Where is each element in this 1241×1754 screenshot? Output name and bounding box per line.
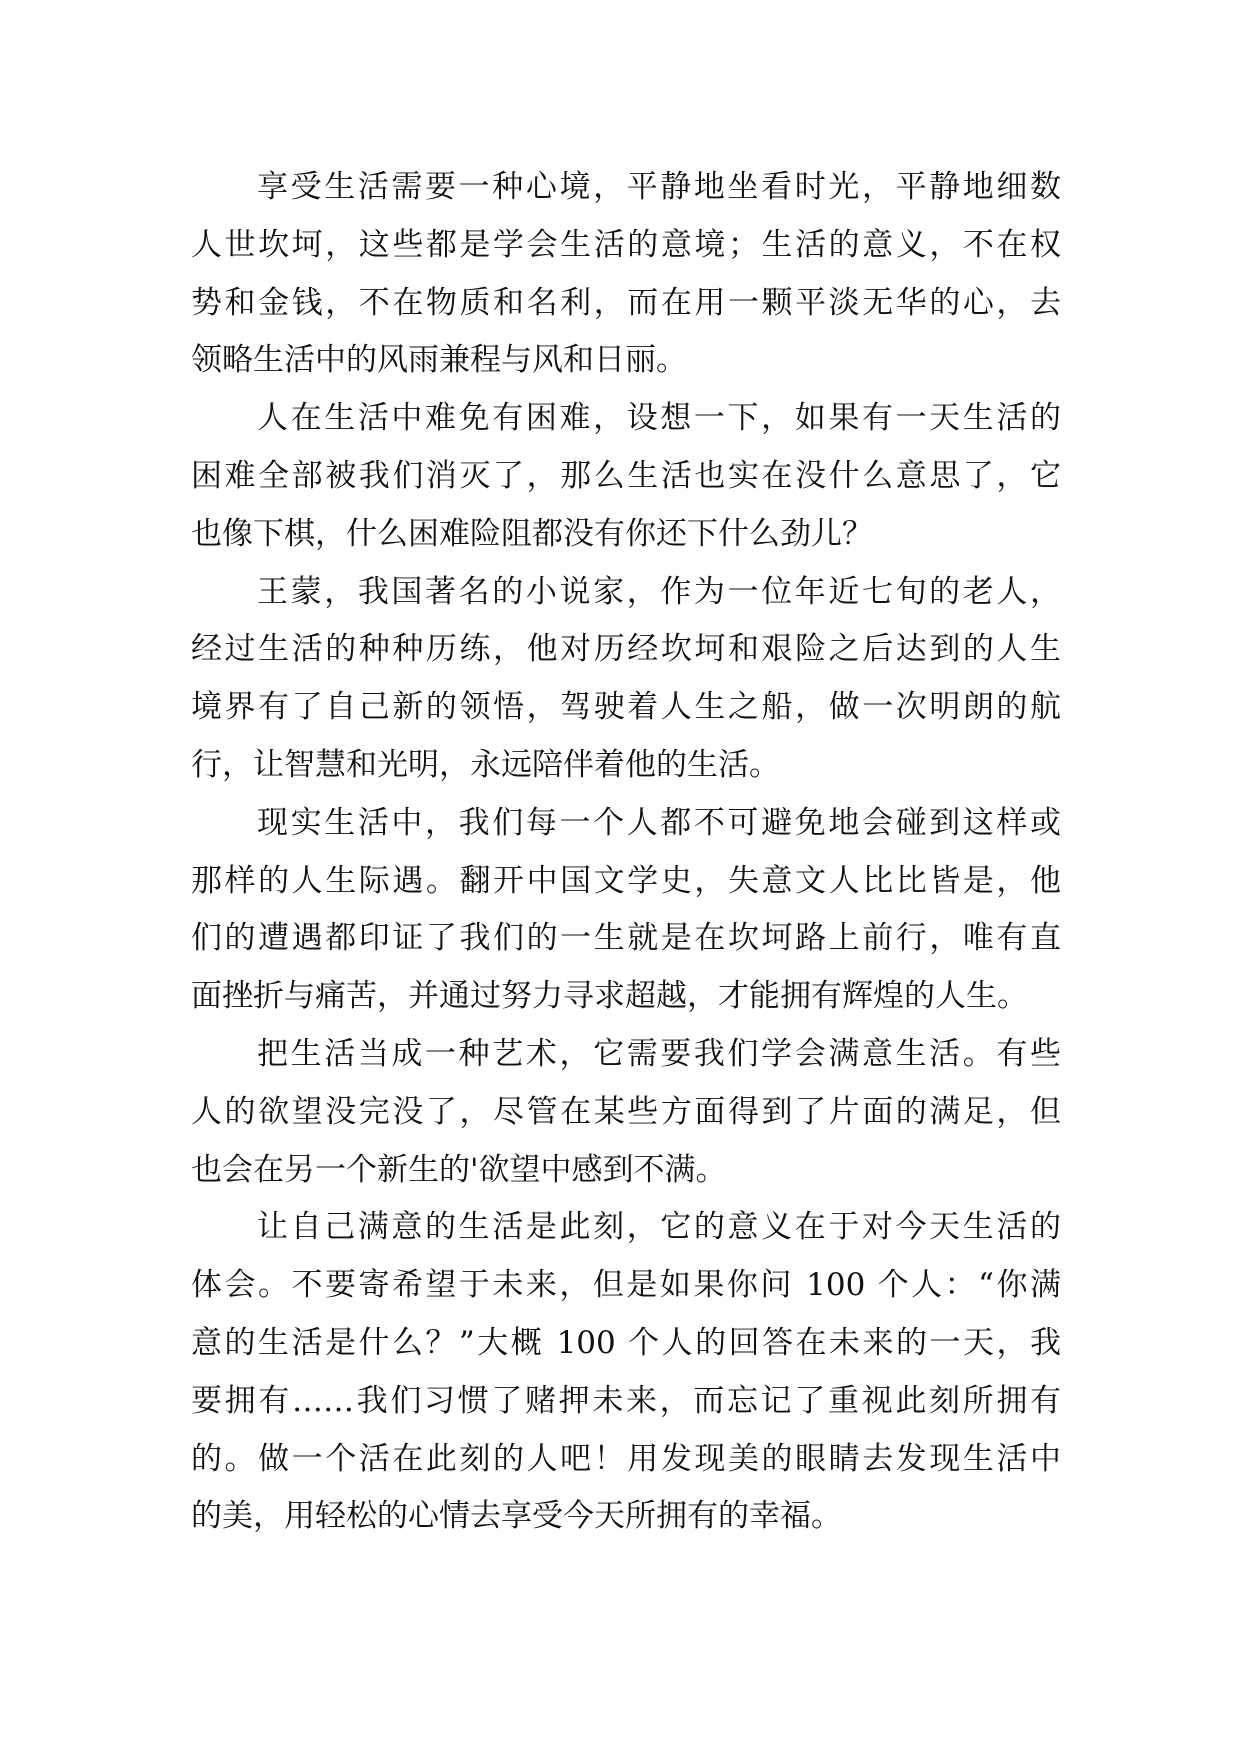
text-line: 把生活当成一种艺术，它需要我们学会满意生活。有些 bbox=[257, 1035, 1061, 1072]
text-line: 要拥有……我们习惯了赌押未来，而忘记了重视此刻所拥有 bbox=[191, 1382, 1061, 1419]
text-line: 那样的人生际遇。翻开中国文学史，失意文人比比皆是，他 bbox=[191, 862, 1061, 899]
text-line: 王蒙，我国著名的小说家，作为一位年近七旬的老人， bbox=[257, 573, 1061, 610]
text-line: 让自己满意的生活是此刻，它的意义在于对今天生活的 bbox=[257, 1209, 1061, 1246]
text-line: 意的生活是什么？”大概 100 个人的回答在未来的一天，我 bbox=[191, 1324, 1061, 1361]
text-line: 享受生活需要一种心境，平静地坐看时光，平静地细数 bbox=[257, 169, 1061, 205]
document-body bbox=[191, 159, 1061, 1546]
paragraph bbox=[191, 564, 1061, 795]
text-line: 行，让智慧和光明，永远陪伴着他的生活。 bbox=[191, 746, 780, 783]
text-line: 领略生活中的风雨兼程与风和日丽。 bbox=[191, 342, 687, 379]
text-line: 面挫折与痛苦，并通过努力寻求超越，才能拥有辉煌的人生。 bbox=[191, 978, 1028, 1015]
text-line: 也会在另一个新生的'欲望中感到不满。 bbox=[191, 1151, 727, 1188]
text-line: 体会。不要寄希望于未来，但是如果你问 100 个人：“你满 bbox=[191, 1267, 1061, 1304]
paragraph bbox=[191, 390, 1061, 563]
text-line: 们的遭遇都印证了我们的一生就是在坎坷路上前行，唯有直 bbox=[191, 920, 1061, 957]
text-line: 的。做一个活在此刻的人吧！用发现美的眼睛去发现生活中 bbox=[191, 1440, 1061, 1477]
text-line: 人的欲望没完没了，尽管在某些方面得到了片面的满足，但 bbox=[191, 1093, 1061, 1130]
text-line: 势和金钱，不在物质和名利，而在用一颗平淡无华的心，去 bbox=[191, 284, 1061, 321]
paragraph bbox=[191, 795, 1061, 1026]
text-line: 困难全部被我们消灭了，那么生活也实在没什么意思了，它 bbox=[191, 457, 1061, 494]
text-line: 人在生活中难免有困难，设想一下，如果有一天生活的 bbox=[257, 400, 1061, 437]
text-line: 也像下棋，什么困难险阻都没有你还下什么劲儿？ bbox=[191, 515, 873, 552]
text-line: 人世坎坷，这些都是学会生活的意境；生活的意义，不在权 bbox=[191, 226, 1061, 263]
paragraph bbox=[191, 159, 1061, 390]
text-line: 境界有了自己新的领悟，驾驶着人生之船，做一次明朗的航 bbox=[191, 689, 1061, 726]
text-line: 经过生活的种种历练，他对历经坎坷和艰险之后达到的人生 bbox=[191, 631, 1061, 668]
paragraph bbox=[191, 1026, 1061, 1199]
paragraph bbox=[191, 1199, 1061, 1546]
text-line: 的美，用轻松的心情去享受今天所拥有的幸福。 bbox=[191, 1498, 842, 1535]
text-line: 现实生活中，我们每一个人都不可避免地会碰到这样或 bbox=[257, 804, 1061, 841]
